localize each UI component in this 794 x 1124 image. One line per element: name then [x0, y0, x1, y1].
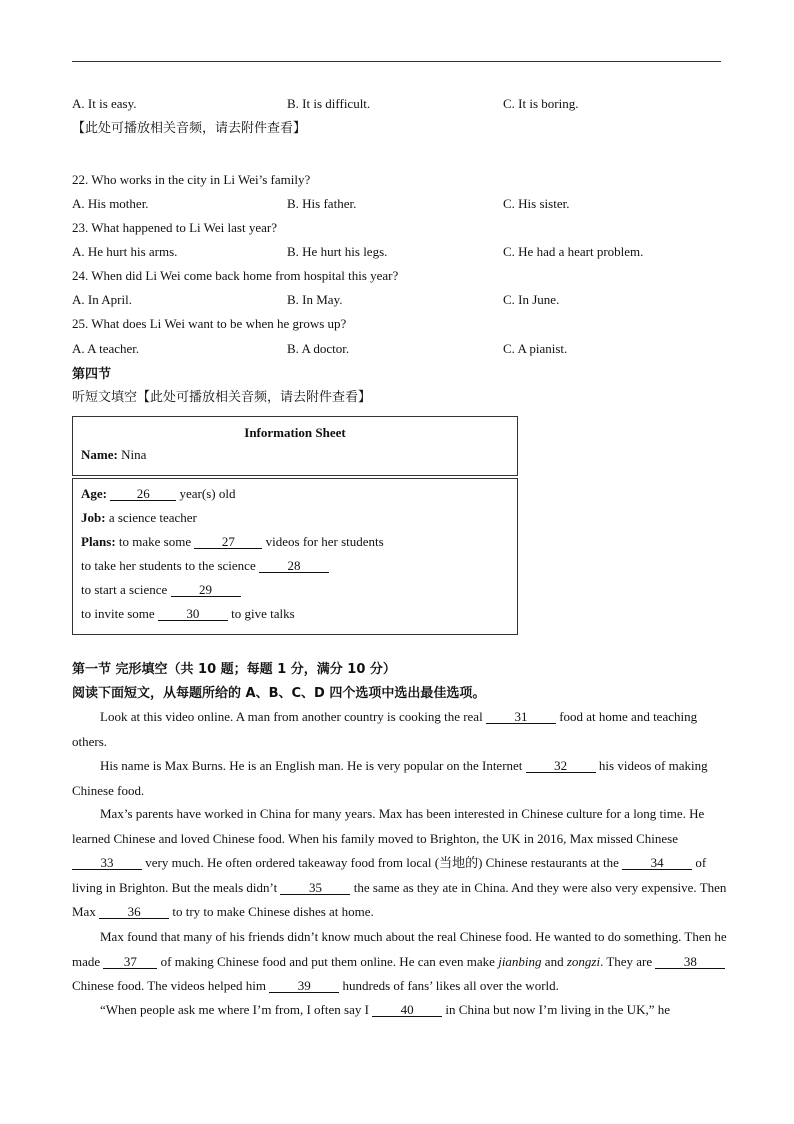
- info-sheet-header-box: [72, 416, 518, 476]
- name-value: Nina: [117, 447, 147, 462]
- answer-blank-29[interactable]: 29: [171, 583, 241, 597]
- job-value: a science teacher: [105, 510, 197, 525]
- answer-blank-38[interactable]: 38: [655, 955, 725, 969]
- option-a: A. In April.: [72, 292, 132, 307]
- job-row: [81, 510, 197, 526]
- cloze-instruction: 阅读下面短文，从每题所给的 A、B、C、D 四个选项中选出最佳选项。: [72, 686, 486, 701]
- plan-4-text: to invite some: [81, 606, 158, 621]
- answer-blank-36[interactable]: 36: [99, 905, 169, 919]
- job-label: Job:: [81, 510, 106, 525]
- option-b: B. A doctor.: [287, 341, 350, 356]
- option-c: C. A pianist.: [503, 341, 568, 356]
- option-b: B. He hurt his legs.: [287, 244, 388, 259]
- answer-blank-30[interactable]: 30: [158, 607, 228, 621]
- plan-3-text: to start a science: [81, 582, 171, 597]
- plans-row-4: [81, 606, 295, 622]
- option-b: B. It is difficult.: [287, 96, 371, 111]
- question-25: 25. What does Li Wei want to be when he grows up?: [72, 316, 347, 331]
- cloze-paragraph-3: Max’s parents have worked in China for many years. Max has been interested in Chinese culture for a long time. He learned Chinese and loved Chinese food. When his family moved to Brighton, the UK in 2016, Max missed Chinese 33 very much. He often ordered takeaway food from local (当地的) Chinese restaurants at the 34 of living in Brighton. But the meals didn’t 35 the same as they ate in China. And they were also very expensive. Then Max 36 to try to make Chinese dishes at home.: [72, 806, 727, 919]
- name-row: [81, 447, 146, 463]
- option-c: C. It is boring.: [503, 96, 579, 111]
- q24-options: [72, 292, 722, 308]
- option-a: A. His mother.: [72, 196, 149, 211]
- info-sheet-details-box: [72, 478, 518, 635]
- question-24: 24. When did Li Wei come back home from hospital this year?: [72, 268, 399, 283]
- cloze-paragraph-5: “When people ask me where I’m from, I often say I 40 in China but now I’m living in the UK,” he: [100, 1002, 671, 1017]
- q22-options: [72, 196, 722, 212]
- option-c: C. He had a heart problem.: [503, 244, 644, 259]
- plans-row-3: [81, 582, 241, 598]
- age-row: [81, 486, 235, 502]
- option-c: C. His sister.: [503, 196, 570, 211]
- question-23: 23. What happened to Li Wei last year?: [72, 220, 277, 235]
- plans-label: Plans:: [81, 534, 116, 549]
- option-b: B. In May.: [287, 292, 343, 307]
- answer-blank-39[interactable]: 39: [269, 979, 339, 993]
- cloze-paragraph-4: Max found that many of his friends didn’t know much about the real Chinese food. He wanted to do something. Then he made 37 of making Chinese food and put them online. He can even make jianbing and zongzi. They are 38 Chinese food. The videos helped him 39 hundreds of fans’ likes all over the world.: [72, 929, 727, 993]
- cloze-paragraph-1: Look at this video online. A man from another country is cooking the real 31 food at home and teaching others.: [72, 709, 698, 749]
- answer-blank-34[interactable]: 34: [622, 856, 692, 870]
- plans-row-2: [81, 558, 329, 574]
- cloze-paragraph-2: His name is Max Burns. He is an English man. He is very popular on the Internet 32 his videos of making Chinese food.: [72, 758, 708, 798]
- answer-blank-33[interactable]: 33: [72, 856, 142, 870]
- question-22: 22. Who works in the city in Li Wei’s family?: [72, 172, 311, 187]
- age-label: Age:: [81, 486, 107, 501]
- option-b: B. His father.: [287, 196, 357, 211]
- section-heading: 第四节: [72, 367, 112, 382]
- q25-options: [72, 341, 722, 357]
- plan-4-suffix: to give talks: [227, 606, 295, 621]
- answer-blank-26[interactable]: 26: [110, 487, 176, 501]
- answer-blank-35[interactable]: 35: [280, 881, 350, 895]
- audio-note: 【此处可播放相关音频，请去附件查看】: [72, 121, 307, 136]
- answer-blank-28[interactable]: 28: [259, 559, 329, 573]
- answer-blank-32[interactable]: 32: [526, 759, 596, 773]
- option-a: A. He hurt his arms.: [72, 244, 178, 259]
- cloze-heading: 第一节 完形填空（共 10 题；每题 1 分，满分 10 分）: [72, 662, 396, 677]
- q23-options: [72, 244, 722, 260]
- info-sheet-title: Information Sheet: [244, 425, 346, 440]
- answer-blank-40[interactable]: 40: [372, 1003, 442, 1017]
- option-a: A. A teacher.: [72, 341, 140, 356]
- plan-1-text: to make some: [115, 534, 195, 549]
- plan-2-text: to take her students to the science: [81, 558, 259, 573]
- name-label: Name:: [81, 447, 118, 462]
- option-a: A. It is easy.: [72, 96, 137, 111]
- q21-options: [72, 96, 722, 112]
- age-suffix: year(s) old: [176, 486, 236, 501]
- answer-blank-27[interactable]: 27: [194, 535, 262, 549]
- option-c: C. In June.: [503, 292, 560, 307]
- header-rule: [72, 61, 721, 62]
- plan-1-suffix: videos for her students: [262, 534, 384, 549]
- plans-row-1: [81, 534, 384, 550]
- answer-blank-37[interactable]: 37: [103, 955, 157, 969]
- section-instruction: 听短文填空【此处可播放相关音频，请去附件查看】: [72, 390, 372, 405]
- answer-blank-31[interactable]: 31: [486, 710, 556, 724]
